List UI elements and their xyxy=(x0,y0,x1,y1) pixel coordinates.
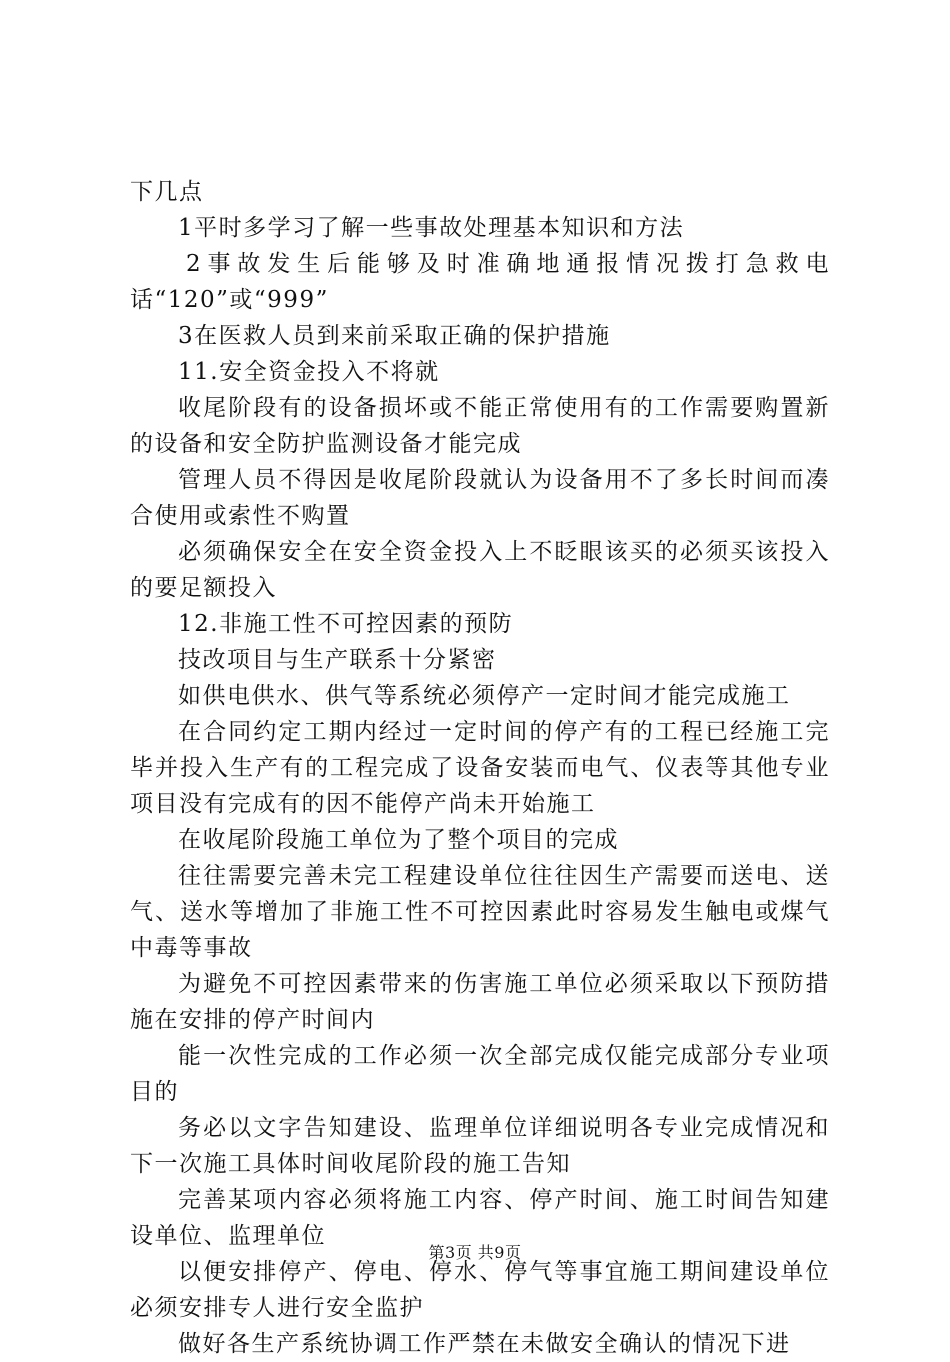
paragraph: 必须确保安全在安全资金投入上不眨眼该买的必须买该投入的要足额投入 xyxy=(130,539,830,601)
document-body xyxy=(130,174,830,1362)
paragraph: 2事故发生后能够及时准确地通报情况拨打急救电话“120”或“999” xyxy=(130,251,830,313)
paragraph: 往往需要完善未完工程建设单位往往因生产需要而送电、送气、送水等增加了非施工性不可控因素此时容易发生触电或煤气中毒等事故 xyxy=(130,863,830,961)
paragraph: 在合同约定工期内经过一定时间的停产有的工程已经施工完毕并投入生产有的工程完成了设备安装而电气、仪表等其他专业项目没有完成有的因不能停产尚未开始施工 xyxy=(130,719,830,817)
paragraph: 收尾阶段有的设备损坏或不能正常使用有的工作需要购置新的设备和安全防护监测设备才能完成 xyxy=(130,395,830,457)
paragraph: 管理人员不得因是收尾阶段就认为设备用不了多长时间而凑合使用或索性不购置 xyxy=(130,467,830,529)
section-heading: 12.非施工性不可控因素的预防 xyxy=(178,611,514,637)
paragraph: 能一次性完成的工作必须一次全部完成仅能完成部分专业项目的 xyxy=(130,1043,830,1105)
paragraph: 3在医救人员到来前采取正确的保护措施 xyxy=(178,323,611,349)
paragraph: 技改项目与生产联系十分紧密 xyxy=(178,647,497,673)
paragraph: 务必以文字告知建设、监理单位详细说明各专业完成情况和下一次施工具体时间收尾阶段的施工告知 xyxy=(130,1115,830,1177)
page-number-footer: 第3页 共9页 xyxy=(428,1243,522,1262)
section-heading: 11.安全资金投入不将就 xyxy=(178,359,440,385)
paragraph: 完善某项内容必须将施工内容、停产时间、施工时间告知建设单位、监理单位 xyxy=(130,1187,830,1249)
paragraph: 为避免不可控因素带来的伤害施工单位必须采取以下预防措施在安排的停产时间内 xyxy=(130,971,830,1033)
paragraph: 下几点 xyxy=(130,179,204,205)
paragraph: 如供电供水、供气等系统必须停产一定时间才能完成施工 xyxy=(178,683,791,709)
paragraph: 在收尾阶段施工单位为了整个项目的完成 xyxy=(178,827,619,853)
paragraph: 做好各生产系统协调工作严禁在未做安全确认的情况下进 xyxy=(178,1331,791,1357)
paragraph: 1平时多学习了解一些事故处理基本知识和方法 xyxy=(178,215,685,241)
paragraph: 以便安排停产、停电、停水、停气等事宜施工期间建设单位必须安排专人进行安全监护 xyxy=(130,1259,830,1321)
